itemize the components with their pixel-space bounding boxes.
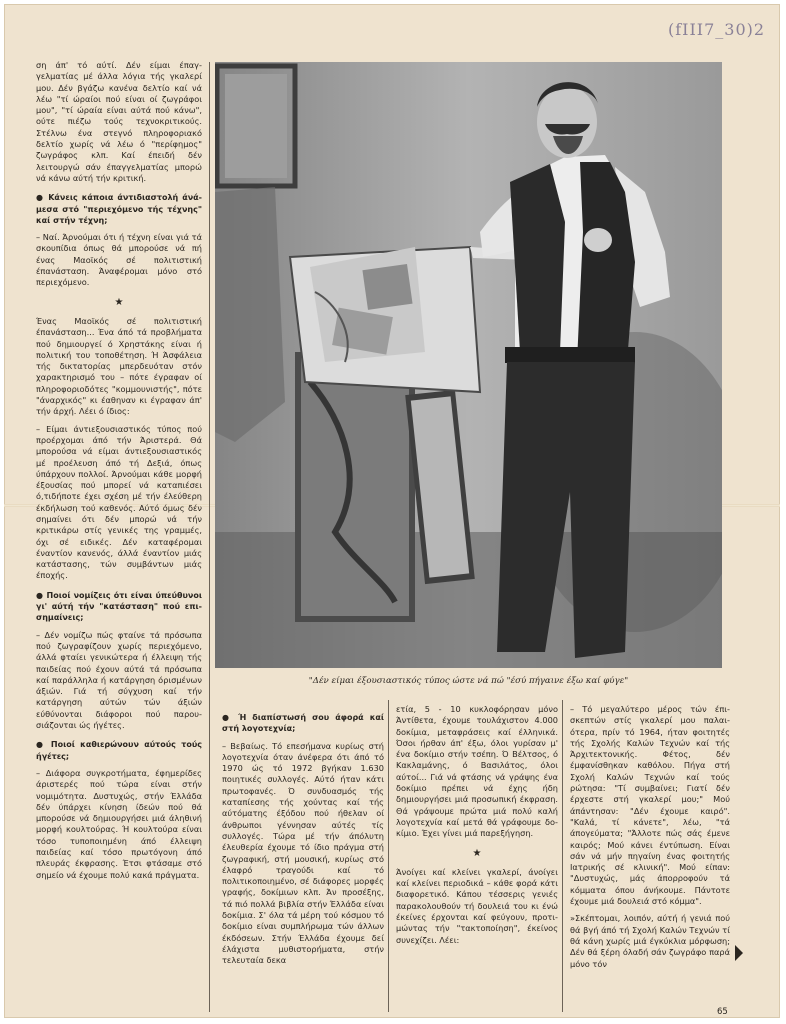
article-paragraph: »Σκέπτομαι, λοιπόν, αύτή ή γενιά πού θά βγή άπό τή Σχολή Καλών Τεχνών τί θά κάνη χωρίς μιά έγκύκλια μόρφωση; Δέν θά ξέρη όλαδή σάν ζωγράφο παρά μόνο τόν bbox=[570, 913, 730, 969]
article-paragraph: – Ναί. Άρνούμαι ότι ή τέχνη είναι γιά τά σκουπίδια όπως θά μπορούσε νά πή ένας Μαοϊκός σέ πολιτιστική έπανάσταση. Άναφέρομαι μόνο στό περιεχόμενο. bbox=[36, 232, 202, 288]
draped-cloth bbox=[215, 187, 285, 442]
article-paragraph: – Είμαι άντιεξουσιαστικός τύπος πού προέρχομαι άπό τήν Άριστερά. Θά μπορούσα νά είμαι άντιεξουσιαστικός μέ προέλευση άπό τή Δεξιά, όπως ύπάρχουν πολλοί. Άρνούμαι κάθε μορφή έξουσίας πού μπορεί νά καταπιέσει ό,τιδήποτε έχει σχέση μέ τήν έλεύθερη έκδήλωση τού καθενός. Αύτό όμως δέν σημαίνει ότι δέν μπορώ νά τήν κριτικάρω στίς γενικές της γραμμές, όχι σέ ειδικές. Δέν καταφέρομαι έναντίον κανενός, άλλά έναντίον μιάς κατάστασης, τών συμβάντων μιάς έποχής. bbox=[36, 423, 202, 581]
column-divider-2 bbox=[388, 700, 389, 1012]
article-column-4 bbox=[570, 704, 730, 976]
article-column-1 bbox=[36, 60, 202, 887]
article-paragraph: ετία, 5 - 10 κυκλοφόρησαν μόνο Άντίθετα, έχουμε τουλάχιστον 4.000 δοκίμια, μεταφράσεις καί έλληνικά. Όσοι ήρθαν άπ' έξω, όλοι γυρίσαν μ' ένα δοκίμιο στήν τσέπη. Ό Βέλτσος, ό Κακλαμάνης, ό Βασιλάτος, όλοι αύτοί... Γιά νά φτάσης νά γράψης ένα δοκίμιο πρέπει νά έχης ήδη δημιουργήσει μιά προσωπική έκφραση. Θά γράψουμε πρώτα μιά πολύ καλή λογοτεχνία καί μετά θά γράφουμε δοκίμιο. Έχει γίνει μιά παρεξήγηση. bbox=[396, 704, 558, 839]
photo-illustration bbox=[215, 62, 722, 668]
interview-question: ● Ποιοί νομίζεις ότι είναι ύπεύθυνοι γι' αύτή τήν "κατάσταση" πού επισημαίνεις; bbox=[36, 590, 202, 623]
article-paragraph: Άνοίγει καί κλείνει γκαλερί, άνοίγει καί κλείνει περιοδικά – κάθε φορά κάτι διαφορετικό. Κάπου τέσσερις γενιές παρακολουθούν τή δουλειά του κι ένώ έκείνες έρχονται καί φεύγουν, προτιμώντας τήν "τακτοποίηση", έκείνος συνεχίζει. Λέει: bbox=[396, 866, 558, 945]
article-paragraph: – Βεβαίως. Τό επεσήμανα κυρίως στή λογοτεχνία όταν άνέφερα ότι άπό τό 1970 ώς τό 1972 βγήκαν 1.630 ποιητικές συλλογές. Αύτό ήταν κάτι πρωτοφανές. Ό συνδυασμός τής καταπίεσης τής χούντας καί τής αύτόματης έξόδου πού ήθελαν οί άνθρωποι γέννησαν αύτές τίς συλλογές. Τώρα μέ τήν άπόλυτη έλευθερία έχουμε τό ίδιο πράγμα στή ζωγραφική, στή μουσική, κυρίως στό έλαφρό τραγούδι καί τό πολιτικοποιημένο, σέ διάφορες μορφές γραφής, δοκίμιων κλπ. Άν προσέξης, τά πιό πολλά βιβλία στήν Έλλάδα είναι δοκίμια. Σ' όλα τά μέρη τού κόσμου τό δοκίμιο είναι συμπλήρωμα τών άλλων έκδόσεων. Στήν Έλλάδα έχουμε δεί έλάχιστα μυθιστορήματα, στήν τελευταία δεκα bbox=[222, 740, 384, 966]
belt bbox=[505, 347, 635, 363]
interview-question: ● Κάνεις κάποια άντιδιαστολή άνάμεσα στό "περιεχόμενο τής τέχνης" καί στήν τέχνη; bbox=[36, 193, 202, 225]
article-paragraph: – Διάφορα συγκροτήματα, έφημερίδες άριστερές πού τώρα είναι στήν νομιμότητα. Δυστυχώς, στήν Έλλάδα δέν ύπάρχει κίνηση ίδεών πού θά μπορούσε νά δημιουργήσει μιά άληθινή μορφή κουλτούρας. Ή κουλτούρα είναι τόσο τυποποιημένη άπό έλλειψη παιδείας καί τόσο πρωτόγονη άπό πλευράς έκφρασης. Έτσι φτάσαμε στό σημείο νά έχουμε πολύ κακά πράγματα. bbox=[36, 767, 202, 880]
section-star-separator: ★ bbox=[472, 847, 482, 859]
article-column-3 bbox=[396, 704, 558, 952]
article-column-2 bbox=[222, 704, 384, 973]
column-divider-1 bbox=[209, 62, 210, 1012]
handwritten-archive-note: (fIII7_30)2 bbox=[668, 20, 766, 39]
artist-photograph bbox=[215, 62, 722, 668]
section-star-separator: ★ bbox=[114, 296, 124, 308]
photo-caption: "Δέν είμαι έξουσιαστικός τύπος ώστε νά πώ "έσύ πήγαινε έξω καί φύγε" bbox=[308, 676, 629, 686]
column-divider-3 bbox=[562, 700, 563, 1012]
article-paragraph: Ένας Μαοϊκός σέ πολιτιστική έπανάσταση... Ένα άπό τά προβλήματα πού δημιουργεί ό Χρηστάκης είναι ή πολιτική του τοποθέτηση. Ή Άσφάλεια τής δικτατορίας μπερδευόταν στόν χαρακτηρισμό του – πότε έγραφαν οί πληροφοριοδότες "κομμουνιστής", πότε "άναρχικός" κι έαθηναν κι έγραφαν άπ' τήν άρχή. Λέει ό ίδιος: bbox=[36, 315, 202, 417]
interview-question: ● Ποιοί καθιερώνουν αύτούς τούς ήγέτες; bbox=[36, 740, 202, 761]
newspaper-page bbox=[4, 4, 780, 1018]
page-number: 65 bbox=[717, 1007, 728, 1017]
article-paragraph: ση άπ' τό αύτί. Δέν είμαι έπαγγελματίας μέ άλλα λόγια τής γκαλερί μου. Δέν βγάζω κανένα δελτίο καί νά λέω "τί ώραίοι πού είναι οί ζωγράφοι μου", "τί ώραία είναι αύτά πού κάνω", ούτε πιέζω τούς τεχνοκριτικούς. Στέλνω ένα στεγνό πληροφοριακό δελτίο χωρίς νά λέω ό "περίφημος" ζωγράφος κλπ. Καί έπειδή δέν λειτουργώ σάν έπαγγελματίας μπορώ νά κάνω αύτή τήν κριτική. bbox=[36, 60, 202, 183]
article-paragraph: – Δέν νομίζω πώς φταίνε τά πρόσωπα πού ζωγραφίζουν χωρίς περιεχόμενο, άλλά φταίει γενικώτερα ή έλλειψη τής παιδείας πού έχουν αύτά τά πρόσωπα καί παράλληλα ή κατάργηση όρισμένων άξιών. Γιά τή σύγχυση καί τήν κατάργηση αύτών τών άξιών εύθύνονται διάφοροι πού παρουσιάζονται ώς ήγέτες. bbox=[36, 629, 202, 731]
interview-question: ● Ή διαπίστωσή σου άφορά καί στή λογοτεχνία; bbox=[222, 713, 384, 734]
continue-arrow-icon bbox=[735, 945, 743, 961]
right-hand bbox=[584, 228, 612, 252]
article-paragraph: – Τό μεγαλύτερο μέρος τών έπισκεπτών στίς γκαλερί μου παλαιότερα, πρίν τό 1964, ήταν φοιτητές τής Σχολής Καλών Τεχνών καί τής Άρχιτεκτονικής. Φέτος, δέν έμφανίσθηκαν καθόλου. Πήγα στή Σχολή Καλών Τεχνών καί τούς ρώτησα: "Τί συμβαίνει; Γιατί δέν έρχεστε στή γκαλερί μου;" Μού άπάντησαν: "Δέν έχουμε καιρό". "Καλά, τί κάνετε", λέω, "τά άπογεύματα; "Άλλοτε πώς σάς έμενε καιρός; Μού κάνει έντύπωση. Είναι σάν νά μήν πηγαίνη ένας φοιτητής Ιατρικής σέ κλινική". Μού είπαν: "Δυστυχώς, μάς άπορροφούν τά κόμματα όπου άνήκουμε. Πάντοτε έχουμε μιά δουλειά στό κόμμα". bbox=[570, 704, 730, 907]
